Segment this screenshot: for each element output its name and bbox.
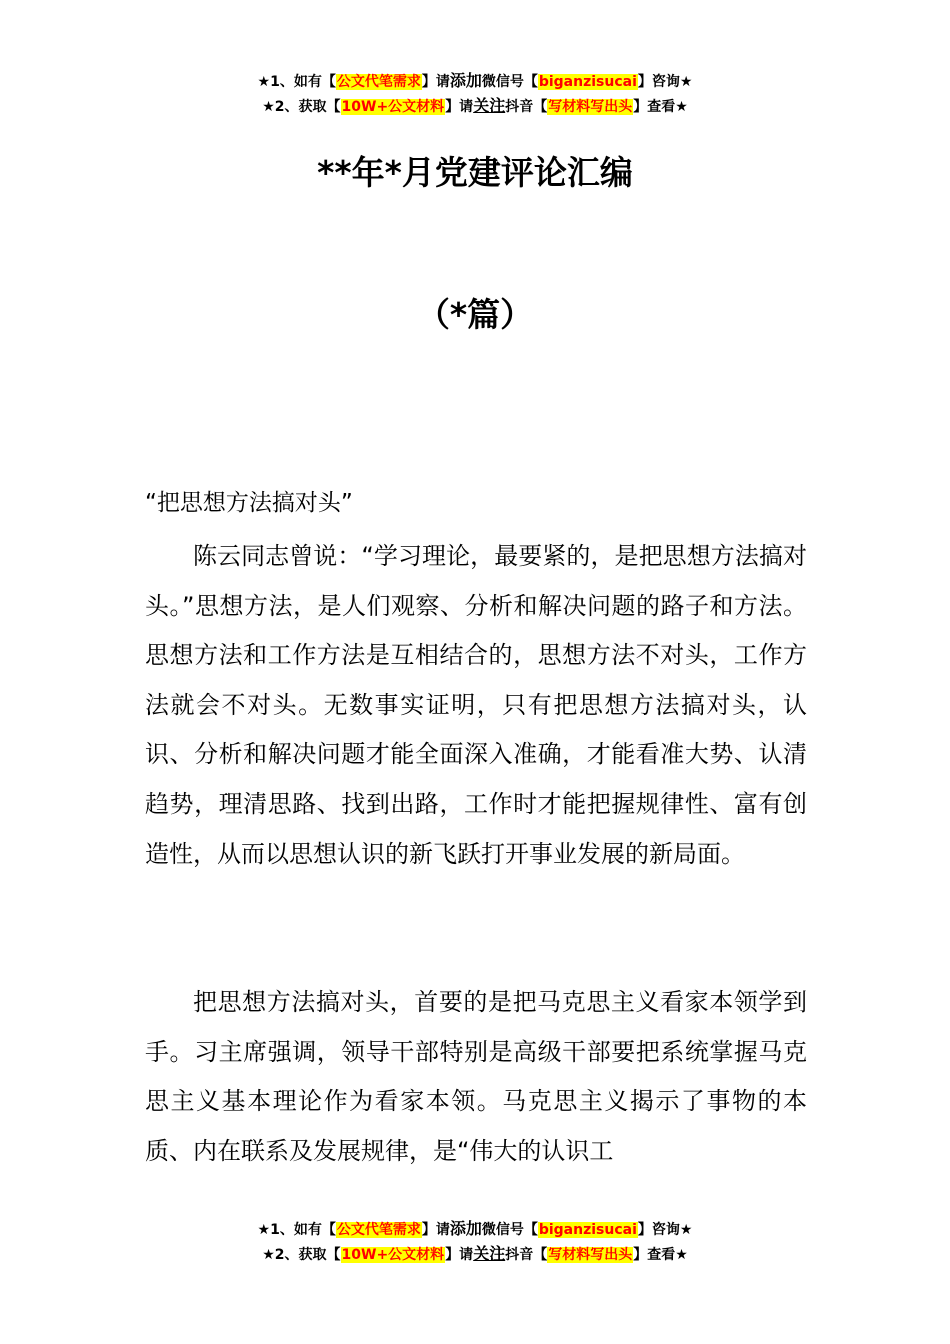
notice-text: 】咨询★ [637, 1222, 693, 1238]
notice-highlight: 公文代笔需求 [336, 74, 421, 90]
notice-text: ★2、获取【 [262, 1247, 341, 1263]
notice-highlight: 公文代笔需求 [336, 1222, 421, 1238]
notice-highlight: biganzisucai [538, 1222, 637, 1238]
notice-text: 微信号【 [481, 1222, 538, 1238]
notice-line-2 [0, 94, 950, 119]
notice-text: 】咨询★ [637, 74, 693, 90]
article-paragraph: 陈云同志曾说：“学习理论，最要紧的，是把思想方法搞对头。”思想方法，是人们观察、分析和解决问题的路子和方法。思想方法和工作方法是互相结合的，思想方法不对头，工作方法就会不对头。无数事实证明，只有把思想方法搞对头，认识、分析和解决问题才能全面深入准确，才能看准大势、认清趋势，理清思路、找到出路，工作时才能把握规律性、富有创造性，从而以思想认识的新飞跃打开事业发展的新局面。 [145, 542, 807, 868]
article-paragraph: 把思想方法搞对头，首要的是把马克思主义看家本领学到手。习主席强调，领导干部特别是高级干部要把系统掌握马克思主义基本理论作为看家本领。马克思主义揭示了事物的本质、内在联系及发展规律，是“伟大的认识工 [145, 988, 807, 1165]
notice-text: 】查看★ [633, 99, 688, 115]
notice-line-2 [0, 1242, 950, 1267]
notice-text: 抖音【 [505, 1247, 548, 1263]
notice-text: ★2、获取【 [262, 99, 341, 115]
notice-text: 】请 [445, 1247, 474, 1263]
notice-text: ★1、如有【 [257, 1222, 336, 1238]
notice-highlight: biganzisucai [538, 74, 637, 90]
notice-text: 】查看★ [633, 1247, 688, 1263]
notice-text: ★1、如有【 [257, 74, 336, 90]
notice-highlight: 写材料写出头 [548, 99, 633, 115]
notice-highlight: 10W+公文材料 [341, 99, 445, 115]
notice-text: 】请 [445, 99, 474, 115]
notice-highlight: 10W+公文材料 [341, 1247, 445, 1263]
notice-text: 抖音【 [505, 99, 548, 115]
notice-emphasis: 添加 [449, 71, 482, 90]
article-title: “把思想方法搞对头” [145, 490, 353, 516]
footer-notice [0, 1217, 950, 1267]
document-subtitle: （*篇） [416, 295, 534, 334]
notice-text: 】请 [421, 74, 450, 90]
document-title: **年*月党建评论汇编 [317, 153, 633, 192]
notice-line-1 [0, 69, 950, 94]
header-notice [0, 69, 950, 119]
notice-line-1 [0, 1217, 950, 1242]
notice-emphasis: 关注 [473, 1244, 506, 1263]
notice-highlight: 写材料写出头 [548, 1247, 633, 1263]
notice-emphasis: 关注 [473, 96, 506, 115]
notice-text: 微信号【 [481, 74, 538, 90]
notice-text: 】请 [421, 1222, 450, 1238]
notice-emphasis: 添加 [449, 1219, 482, 1238]
